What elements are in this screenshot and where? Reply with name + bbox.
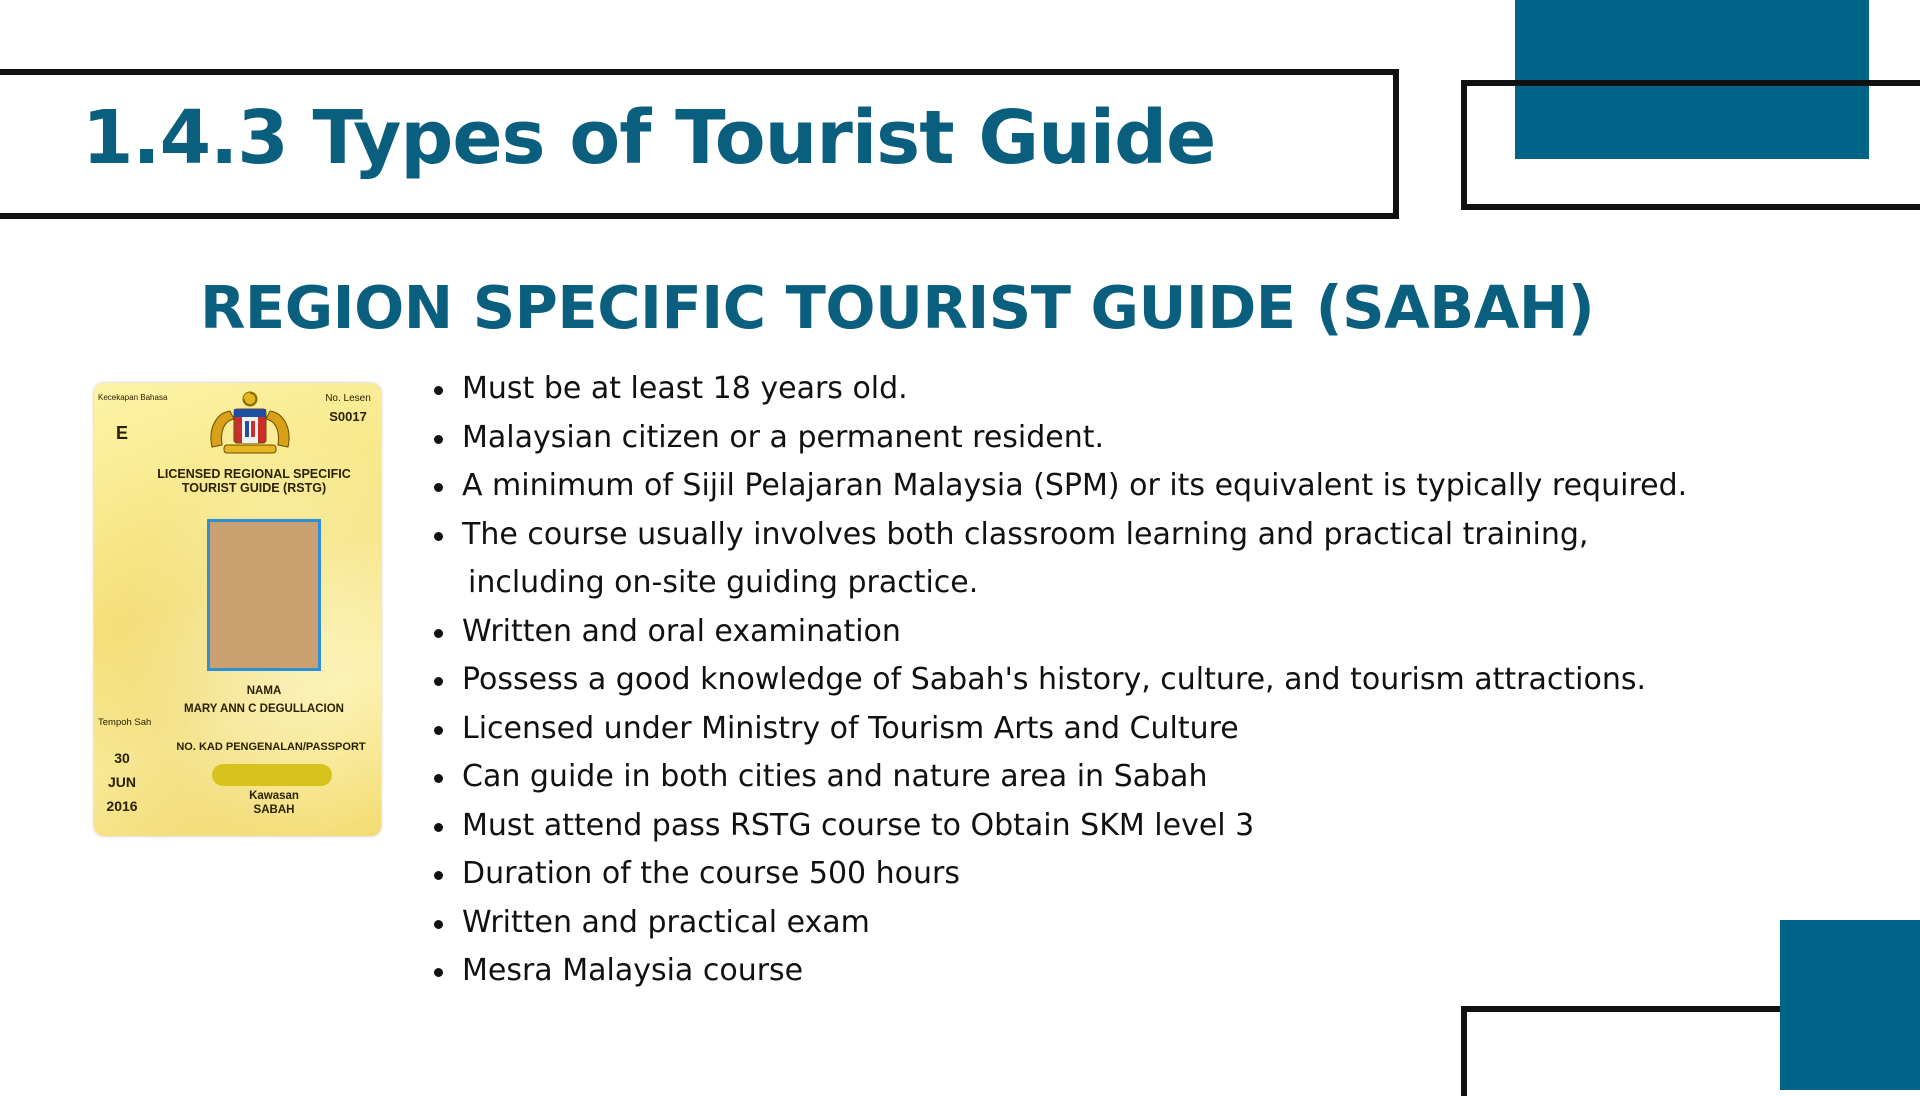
list-item-text: Must be at least 18 years old. bbox=[462, 371, 908, 406]
card-validity-label: Tempoh Sah bbox=[98, 717, 152, 728]
card-id-redaction bbox=[212, 764, 332, 786]
list-item bbox=[432, 705, 1832, 754]
list-item-line: The course usually involves both classroom learning and practical training, bbox=[462, 516, 1589, 552]
requirements-list bbox=[432, 365, 1832, 996]
card-validity-year: 2016 bbox=[106, 798, 138, 814]
list-item-text: Can guide in both cities and nature area in Sabah bbox=[462, 759, 1208, 794]
card-id-label: NO. KAD PENGENALAN/PASSPORT bbox=[176, 741, 366, 753]
list-item bbox=[432, 365, 1832, 414]
list-item-text: Malaysian citizen or a permanent resident. bbox=[462, 419, 1105, 455]
list-item bbox=[432, 656, 1832, 705]
list-item bbox=[432, 462, 1832, 511]
list-item-text: Must attend pass RSTG course to Obtain SKM level 3 bbox=[462, 807, 1255, 843]
card-heading: LICENSED REGIONAL SPECIFIC TOURIST GUIDE (RSTG) bbox=[157, 467, 351, 495]
list-item-line-continued: including on-site guiding practice. bbox=[468, 565, 979, 600]
card-name-label: NAMA bbox=[246, 685, 282, 697]
card-language-label: Kecekapan Bahasa bbox=[98, 393, 168, 402]
list-item-text: Licensed under Ministry of Tourism Arts and Culture bbox=[462, 710, 1239, 746]
card-license-no-value: S0017 bbox=[329, 409, 367, 424]
list-item bbox=[432, 608, 1832, 657]
decor-frame-bottom-right bbox=[1461, 1006, 1791, 1096]
section-heading: REGION SPECIFIC TOURIST GUIDE (SABAH) bbox=[200, 273, 1595, 342]
list-item bbox=[432, 511, 1832, 608]
list-item-text: Written and oral examination bbox=[462, 613, 901, 649]
card-name-value: MARY ANN C DEGULLACION bbox=[184, 703, 344, 715]
list-item-text: Written and practical exam bbox=[462, 904, 870, 940]
malaysia-coat-of-arms-icon bbox=[204, 389, 296, 459]
list-item bbox=[432, 753, 1832, 802]
list-item bbox=[432, 414, 1832, 463]
list-item bbox=[432, 802, 1832, 851]
page-title: 1.4.3 Types of Tourist Guide bbox=[82, 95, 1216, 181]
card-validity-month: JUN bbox=[107, 774, 136, 790]
list-item bbox=[432, 899, 1832, 948]
list-item-text: Duration of the course 500 hours bbox=[462, 856, 961, 891]
list-item-text: A minimum of Sijil Pelajaran Malaysia (SPM) or its equivalent is typically required. bbox=[462, 468, 1688, 503]
card-area-label: Kawasan bbox=[249, 790, 299, 802]
list-item-text: Mesra Malaysia course bbox=[462, 953, 804, 988]
license-card-image bbox=[94, 383, 381, 836]
card-license-no-label: No. Lesen bbox=[325, 393, 371, 404]
list-item bbox=[432, 850, 1832, 899]
card-validity-day: 30 bbox=[114, 750, 130, 766]
card-language-value: E bbox=[115, 423, 128, 443]
list-item bbox=[432, 947, 1832, 996]
list-item-text bbox=[462, 511, 1792, 608]
card-area-value: SABAH bbox=[253, 804, 295, 816]
card-photo-placeholder bbox=[207, 519, 321, 671]
list-item-text: Possess a good knowledge of Sabah's history, culture, and tourism attractions. bbox=[462, 662, 1647, 697]
decor-frame-top-right bbox=[1461, 80, 1920, 210]
